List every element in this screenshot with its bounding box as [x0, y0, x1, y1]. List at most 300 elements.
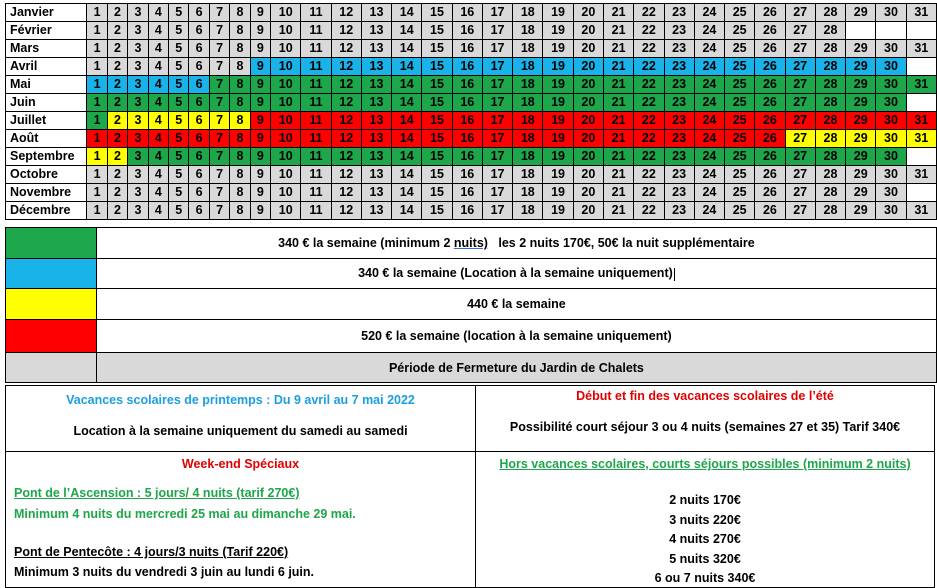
day-cell: 28	[815, 202, 845, 220]
day-cell: 5	[169, 166, 189, 184]
day-cell: 24	[694, 130, 724, 148]
legend-gray-text: Période de Fermeture du Jardin de Chalets	[96, 353, 936, 383]
price-3-nights: 3 nuits 220€	[669, 513, 741, 527]
day-cell: 14	[392, 112, 422, 130]
day-cell: 5	[169, 202, 189, 220]
text-cursor-icon	[674, 268, 675, 281]
day-cell: 5	[169, 58, 189, 76]
day-cell: 16	[452, 94, 482, 112]
calendar-row-avril	[6, 58, 937, 76]
day-cell: 30	[876, 94, 906, 112]
off-season-box	[475, 451, 935, 588]
day-cell: 18	[513, 166, 543, 184]
day-cell: 29	[846, 76, 876, 94]
day-cell: 28	[815, 40, 845, 58]
red-swatch	[6, 320, 97, 353]
day-cell: 4	[148, 166, 168, 184]
day-cell: 23	[664, 112, 694, 130]
day-cell	[906, 22, 936, 40]
day-cell: 12	[331, 112, 361, 130]
calendar-row-août	[6, 130, 937, 148]
day-cell: 22	[634, 58, 664, 76]
day-cell: 12	[331, 4, 361, 22]
day-cell: 11	[301, 166, 331, 184]
day-cell: 21	[603, 40, 633, 58]
month-label: Octobre	[6, 166, 87, 184]
day-cell: 1	[87, 58, 107, 76]
day-cell: 17	[482, 76, 512, 94]
day-cell: 8	[230, 94, 250, 112]
calendar-row-février	[6, 22, 937, 40]
spring-title: Vacances scolaires de printemps : Du 9 avril au 7 mai 2022	[66, 393, 415, 407]
day-cell: 15	[422, 130, 452, 148]
day-cell: 20	[573, 184, 603, 202]
day-cell: 4	[148, 202, 168, 220]
day-cell: 30	[876, 76, 906, 94]
legend-row-green	[6, 228, 937, 259]
day-cell: 29	[846, 166, 876, 184]
day-cell: 19	[543, 94, 573, 112]
day-cell: 27	[785, 202, 815, 220]
day-cell: 16	[452, 58, 482, 76]
day-cell: 11	[301, 202, 331, 220]
day-cell	[846, 22, 876, 40]
summer-title: Début et fin des vacances scolaires de l’été	[576, 389, 834, 403]
day-cell: 15	[422, 202, 452, 220]
day-cell: 24	[694, 76, 724, 94]
day-cell: 20	[573, 22, 603, 40]
day-cell: 13	[361, 58, 391, 76]
day-cell: 7	[209, 130, 229, 148]
day-cell: 4	[148, 40, 168, 58]
day-cell: 5	[169, 184, 189, 202]
special-weekends-box	[5, 451, 476, 588]
day-cell: 2	[107, 112, 127, 130]
day-cell: 8	[230, 112, 250, 130]
day-cell: 17	[482, 184, 512, 202]
day-cell: 17	[482, 166, 512, 184]
day-cell: 4	[148, 148, 168, 166]
day-cell: 19	[543, 112, 573, 130]
yellow-swatch	[6, 289, 97, 320]
day-cell: 2	[107, 148, 127, 166]
day-cell: 6	[189, 202, 209, 220]
day-cell: 19	[543, 202, 573, 220]
legend-green-text	[96, 228, 936, 259]
day-cell: 21	[603, 22, 633, 40]
day-cell: 14	[392, 40, 422, 58]
day-cell: 10	[271, 22, 301, 40]
day-cell: 19	[543, 4, 573, 22]
day-cell: 21	[603, 184, 633, 202]
day-cell: 12	[331, 130, 361, 148]
day-cell: 11	[301, 22, 331, 40]
day-cell: 8	[230, 202, 250, 220]
day-cell: 13	[361, 202, 391, 220]
day-cell: 8	[230, 166, 250, 184]
day-cell: 21	[603, 130, 633, 148]
day-cell: 6	[189, 148, 209, 166]
pentecote-title: Pont de Pentecôte : 4 jours/3 nuits (Tarif 220€)	[14, 545, 289, 559]
day-cell: 22	[634, 130, 664, 148]
price-5-nights: 5 nuits 320€	[669, 552, 741, 566]
day-cell: 9	[250, 4, 270, 22]
day-cell: 3	[128, 130, 148, 148]
legend-row-gray	[6, 353, 937, 383]
day-cell: 5	[169, 112, 189, 130]
day-cell: 23	[664, 94, 694, 112]
day-cell: 15	[422, 22, 452, 40]
day-cell: 24	[694, 166, 724, 184]
day-cell: 19	[543, 184, 573, 202]
day-cell: 29	[846, 184, 876, 202]
day-cell: 6	[189, 94, 209, 112]
day-cell: 11	[301, 40, 331, 58]
day-cell: 5	[169, 22, 189, 40]
day-cell: 25	[725, 76, 755, 94]
day-cell: 30	[876, 166, 906, 184]
day-cell: 7	[209, 94, 229, 112]
ascension-title: Pont de l’Ascension : 5 jours/ 4 nuits (tarif 270€)	[14, 486, 300, 500]
day-cell	[906, 184, 936, 202]
day-cell: 10	[271, 4, 301, 22]
day-cell: 8	[230, 58, 250, 76]
day-cell: 24	[694, 4, 724, 22]
day-cell: 5	[169, 148, 189, 166]
day-cell: 22	[634, 76, 664, 94]
day-cell: 21	[603, 94, 633, 112]
day-cell: 5	[169, 130, 189, 148]
day-cell: 18	[513, 202, 543, 220]
day-cell: 9	[250, 94, 270, 112]
day-cell: 28	[815, 4, 845, 22]
day-cell: 2	[107, 76, 127, 94]
day-cell: 30	[876, 40, 906, 58]
day-cell: 24	[694, 58, 724, 76]
day-cell: 27	[785, 22, 815, 40]
day-cell: 27	[785, 94, 815, 112]
day-cell: 17	[482, 112, 512, 130]
day-cell: 12	[331, 202, 361, 220]
calendar-table	[5, 3, 937, 220]
day-cell: 11	[301, 148, 331, 166]
day-cell: 4	[148, 58, 168, 76]
day-cell: 14	[392, 166, 422, 184]
day-cell: 3	[128, 4, 148, 22]
day-cell: 2	[107, 4, 127, 22]
day-cell: 30	[876, 4, 906, 22]
calendar-row-décembre	[6, 202, 937, 220]
day-cell: 26	[755, 4, 785, 22]
day-cell: 8	[230, 184, 250, 202]
price-4-nights: 4 nuits 270€	[669, 532, 741, 546]
day-cell: 3	[128, 166, 148, 184]
day-cell: 2	[107, 40, 127, 58]
day-cell: 8	[230, 22, 250, 40]
day-cell: 24	[694, 148, 724, 166]
day-cell: 23	[664, 40, 694, 58]
day-cell: 13	[361, 166, 391, 184]
day-cell: 19	[543, 76, 573, 94]
day-cell: 6	[189, 4, 209, 22]
day-cell: 29	[846, 130, 876, 148]
day-cell: 27	[785, 76, 815, 94]
day-cell: 30	[876, 148, 906, 166]
day-cell: 11	[301, 112, 331, 130]
day-cell: 22	[634, 22, 664, 40]
day-cell: 17	[482, 130, 512, 148]
day-cell: 19	[543, 58, 573, 76]
month-label: Mai	[6, 76, 87, 94]
day-cell: 5	[169, 94, 189, 112]
month-label: Février	[6, 22, 87, 40]
spring-holidays-box	[5, 385, 476, 452]
day-cell: 7	[209, 4, 229, 22]
day-cell: 6	[189, 166, 209, 184]
day-cell: 3	[128, 58, 148, 76]
day-cell: 28	[815, 148, 845, 166]
day-cell: 14	[392, 94, 422, 112]
day-cell: 9	[250, 76, 270, 94]
day-cell: 1	[87, 22, 107, 40]
day-cell: 15	[422, 184, 452, 202]
month-label: Janvier	[6, 4, 87, 22]
day-cell: 17	[482, 58, 512, 76]
calendar-row-mars	[6, 40, 937, 58]
day-cell: 4	[148, 112, 168, 130]
day-cell: 21	[603, 4, 633, 22]
day-cell: 23	[664, 166, 694, 184]
day-cell: 10	[271, 130, 301, 148]
day-cell: 27	[785, 166, 815, 184]
day-cell: 1	[87, 76, 107, 94]
day-cell: 3	[128, 76, 148, 94]
day-cell: 14	[392, 4, 422, 22]
day-cell: 25	[725, 4, 755, 22]
day-cell: 12	[331, 148, 361, 166]
day-cell: 15	[422, 4, 452, 22]
day-cell: 13	[361, 130, 391, 148]
day-cell: 20	[573, 4, 603, 22]
legend-row-red	[6, 320, 937, 353]
day-cell: 13	[361, 112, 391, 130]
day-cell: 14	[392, 22, 422, 40]
day-cell	[906, 58, 936, 76]
day-cell: 8	[230, 40, 250, 58]
day-cell: 11	[301, 58, 331, 76]
month-label: Juillet	[6, 112, 87, 130]
day-cell: 7	[209, 58, 229, 76]
day-cell: 10	[271, 166, 301, 184]
day-cell: 28	[815, 130, 845, 148]
day-cell: 1	[87, 202, 107, 220]
day-cell: 18	[513, 112, 543, 130]
day-cell: 27	[785, 148, 815, 166]
price-2-nights: 2 nuits 170€	[669, 493, 741, 507]
day-cell: 10	[271, 112, 301, 130]
day-cell: 3	[128, 22, 148, 40]
day-cell: 9	[250, 58, 270, 76]
day-cell: 1	[87, 112, 107, 130]
day-cell: 18	[513, 4, 543, 22]
day-cell: 9	[250, 166, 270, 184]
day-cell: 25	[725, 112, 755, 130]
day-cell: 29	[846, 40, 876, 58]
summer-text: Possibilité court séjour 3 ou 4 nuits (semaines 27 et 35) Tarif 340€	[509, 420, 901, 434]
day-cell: 2	[107, 202, 127, 220]
day-cell: 25	[725, 184, 755, 202]
day-cell: 20	[573, 58, 603, 76]
day-cell: 5	[169, 4, 189, 22]
day-cell: 16	[452, 130, 482, 148]
day-cell: 4	[148, 184, 168, 202]
day-cell: 21	[603, 166, 633, 184]
day-cell: 7	[209, 112, 229, 130]
day-cell: 3	[128, 112, 148, 130]
day-cell: 1	[87, 184, 107, 202]
day-cell: 16	[452, 202, 482, 220]
day-cell: 23	[664, 58, 694, 76]
day-cell: 15	[422, 58, 452, 76]
day-cell: 3	[128, 40, 148, 58]
day-cell: 5	[169, 76, 189, 94]
spring-text: Location à la semaine uniquement du samedi au samedi	[73, 424, 408, 438]
day-cell: 19	[543, 166, 573, 184]
month-label: Août	[6, 130, 87, 148]
day-cell: 3	[128, 202, 148, 220]
month-label: Juin	[6, 94, 87, 112]
day-cell: 25	[725, 166, 755, 184]
day-cell: 19	[543, 40, 573, 58]
day-cell: 18	[513, 184, 543, 202]
summer-holidays-box	[475, 385, 935, 452]
day-cell: 23	[664, 76, 694, 94]
day-cell: 28	[815, 22, 845, 40]
day-cell: 2	[107, 184, 127, 202]
day-cell: 30	[876, 184, 906, 202]
day-cell: 7	[209, 166, 229, 184]
day-cell: 14	[392, 184, 422, 202]
day-cell: 19	[543, 148, 573, 166]
day-cell: 31	[906, 40, 936, 58]
day-cell: 7	[209, 22, 229, 40]
day-cell: 20	[573, 166, 603, 184]
day-cell: 7	[209, 202, 229, 220]
day-cell: 22	[634, 112, 664, 130]
price-legend	[5, 227, 937, 383]
day-cell: 16	[452, 148, 482, 166]
day-cell: 26	[755, 112, 785, 130]
day-cell: 2	[107, 94, 127, 112]
day-cell: 24	[694, 202, 724, 220]
calendar-row-mai	[6, 76, 937, 94]
day-cell: 31	[906, 166, 936, 184]
day-cell: 18	[513, 22, 543, 40]
day-cell: 14	[392, 58, 422, 76]
day-cell: 4	[148, 130, 168, 148]
month-label: Décembre	[6, 202, 87, 220]
day-cell: 25	[725, 148, 755, 166]
day-cell: 20	[573, 94, 603, 112]
day-cell: 24	[694, 112, 724, 130]
day-cell: 12	[331, 76, 361, 94]
legend-green-rest: les 2 nuits 170€, 50€ la nuit supplémentaire	[487, 236, 755, 250]
day-cell: 20	[573, 130, 603, 148]
day-cell: 14	[392, 76, 422, 94]
day-cell: 16	[452, 112, 482, 130]
day-cell: 26	[755, 166, 785, 184]
day-cell: 20	[573, 40, 603, 58]
day-cell: 27	[785, 40, 815, 58]
day-cell: 14	[392, 130, 422, 148]
day-cell: 12	[331, 184, 361, 202]
day-cell: 24	[694, 184, 724, 202]
day-cell: 16	[452, 76, 482, 94]
day-cell: 1	[87, 4, 107, 22]
day-cell: 8	[230, 76, 250, 94]
day-cell	[906, 94, 936, 112]
day-cell: 22	[634, 184, 664, 202]
day-cell: 8	[230, 130, 250, 148]
legend-green-underlined: nuits)	[453, 236, 488, 250]
day-cell: 9	[250, 112, 270, 130]
day-cell: 19	[543, 22, 573, 40]
day-cell: 9	[250, 40, 270, 58]
day-cell: 25	[725, 40, 755, 58]
legend-green-main: 340 € la semaine (minimum 2	[278, 236, 454, 250]
day-cell: 2	[107, 58, 127, 76]
day-cell: 9	[250, 22, 270, 40]
day-cell: 15	[422, 112, 452, 130]
day-cell: 30	[876, 58, 906, 76]
day-cell: 22	[634, 166, 664, 184]
day-cell: 26	[755, 94, 785, 112]
day-cell: 13	[361, 94, 391, 112]
day-cell: 12	[331, 58, 361, 76]
day-cell: 9	[250, 184, 270, 202]
day-cell: 26	[755, 22, 785, 40]
day-cell: 29	[846, 4, 876, 22]
day-cell: 14	[392, 148, 422, 166]
day-cell: 4	[148, 4, 168, 22]
day-cell: 3	[128, 184, 148, 202]
day-cell: 16	[452, 40, 482, 58]
day-cell: 26	[755, 58, 785, 76]
day-cell: 26	[755, 148, 785, 166]
legend-row-blue	[6, 259, 937, 289]
calendar-row-juillet	[6, 112, 937, 130]
day-cell: 11	[301, 184, 331, 202]
calendar-row-juin	[6, 94, 937, 112]
calendar-row-septembre	[6, 148, 937, 166]
day-cell: 26	[755, 184, 785, 202]
day-cell: 28	[815, 166, 845, 184]
day-cell: 20	[573, 202, 603, 220]
day-cell: 13	[361, 76, 391, 94]
day-cell: 27	[785, 184, 815, 202]
day-cell: 29	[846, 94, 876, 112]
day-cell: 15	[422, 76, 452, 94]
legend-blue-label: 340 € la semaine (Location à la semaine uniquement)	[358, 266, 673, 281]
legend-blue-text	[96, 259, 936, 289]
day-cell: 23	[664, 22, 694, 40]
day-cell: 27	[785, 58, 815, 76]
day-cell: 28	[815, 94, 845, 112]
blue-swatch	[6, 259, 97, 289]
day-cell: 21	[603, 148, 633, 166]
day-cell: 3	[128, 94, 148, 112]
day-cell: 25	[725, 58, 755, 76]
